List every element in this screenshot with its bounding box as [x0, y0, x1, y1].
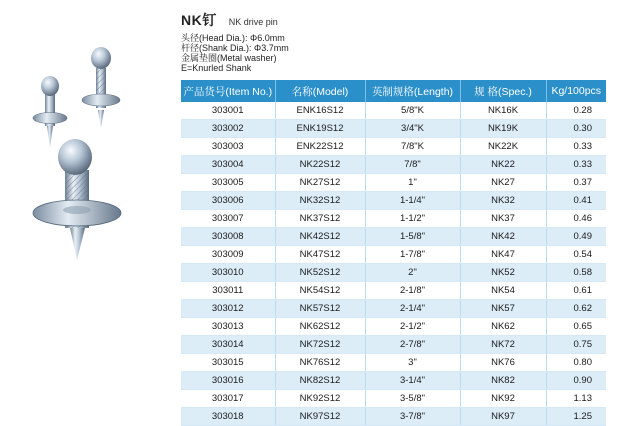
cell-weight: 0.58	[546, 264, 606, 282]
specification-table	[181, 80, 606, 426]
cell-item-no: 303012	[181, 300, 275, 318]
product-header	[181, 10, 289, 73]
cell-length: 1-5/8"	[365, 228, 460, 246]
cell-length: 1-7/8"	[365, 246, 460, 264]
cell-model: ENK16S12	[275, 102, 365, 120]
spec-metal-washer: 金属垫圈(Metal washer)	[181, 53, 277, 63]
product-title: NK钉	[181, 12, 217, 28]
cell-item-no: 303014	[181, 336, 275, 354]
product-photo	[0, 0, 175, 426]
cell-model: NK37S12	[275, 210, 365, 228]
table-row	[181, 264, 606, 282]
cell-length: 1-1/4"	[365, 192, 460, 210]
cell-spec: NK27	[460, 174, 546, 192]
cell-length: 7/8"K	[365, 138, 460, 156]
cell-item-no: 303005	[181, 174, 275, 192]
column-header-weight: Kg/100pcs	[546, 80, 606, 102]
cell-model: NK42S12	[275, 228, 365, 246]
cell-item-no: 303003	[181, 138, 275, 156]
cell-item-no: 303006	[181, 192, 275, 210]
cell-spec: NK62	[460, 318, 546, 336]
cell-model: ENK19S12	[275, 120, 365, 138]
drive-pin-small-left	[33, 76, 67, 148]
cell-spec: NK32	[460, 192, 546, 210]
cell-model: NK76S12	[275, 354, 365, 372]
cell-spec: NK22	[460, 156, 546, 174]
spec-list	[181, 33, 289, 73]
table-row	[181, 210, 606, 228]
cell-spec: NK54	[460, 282, 546, 300]
spec-knurled-shank: E=Knurled Shank	[181, 63, 252, 73]
cell-item-no: 303008	[181, 228, 275, 246]
cell-length: 3"	[365, 354, 460, 372]
cell-length: 3/4"K	[365, 120, 460, 138]
cell-length: 3-5/8"	[365, 390, 460, 408]
cell-weight: 1.13	[546, 390, 606, 408]
cell-item-no: 303015	[181, 354, 275, 372]
cell-spec: NK97	[460, 408, 546, 426]
cell-spec: NK16K	[460, 102, 546, 120]
cell-model: NK57S12	[275, 300, 365, 318]
cell-length: 3-7/8"	[365, 408, 460, 426]
cell-item-no: 303013	[181, 318, 275, 336]
cell-length: 2-1/4"	[365, 300, 460, 318]
cell-model: NK32S12	[275, 192, 365, 210]
table-body	[181, 102, 606, 426]
cell-weight: 0.41	[546, 192, 606, 210]
cell-length: 1-1/2"	[365, 210, 460, 228]
table-row	[181, 228, 606, 246]
cell-weight: 0.75	[546, 336, 606, 354]
table-row	[181, 336, 606, 354]
cell-spec: NK52	[460, 264, 546, 282]
cell-length: 2-1/2"	[365, 318, 460, 336]
column-header-spec: 规 格(Spec.)	[460, 80, 546, 102]
cell-length: 2"	[365, 264, 460, 282]
table-row	[181, 120, 606, 138]
cell-weight: 0.28	[546, 102, 606, 120]
table-row	[181, 246, 606, 264]
cell-length: 7/8"	[365, 156, 460, 174]
cell-weight: 0.30	[546, 120, 606, 138]
drive-pin-large	[33, 139, 121, 260]
cell-item-no: 303004	[181, 156, 275, 174]
cell-model: NK72S12	[275, 336, 365, 354]
cell-weight: 0.37	[546, 174, 606, 192]
table-row	[181, 192, 606, 210]
cell-weight: 0.62	[546, 300, 606, 318]
cell-item-no: 303001	[181, 102, 275, 120]
cell-model: NK97S12	[275, 408, 365, 426]
cell-item-no: 303007	[181, 210, 275, 228]
table-row	[181, 102, 606, 120]
cell-spec: NK42	[460, 228, 546, 246]
cell-model: NK62S12	[275, 318, 365, 336]
cell-weight: 0.80	[546, 354, 606, 372]
cell-model: NK54S12	[275, 282, 365, 300]
cell-weight: 0.49	[546, 228, 606, 246]
cell-spec: NK47	[460, 246, 546, 264]
cell-spec: NK82	[460, 372, 546, 390]
cell-spec: NK37	[460, 210, 546, 228]
cell-weight: 0.90	[546, 372, 606, 390]
cell-spec: NK92	[460, 390, 546, 408]
cell-item-no: 303010	[181, 264, 275, 282]
column-header-item-no: 产品货号(Item No.)	[181, 80, 275, 102]
cell-model: NK82S12	[275, 372, 365, 390]
table-row	[181, 138, 606, 156]
table-row	[181, 354, 606, 372]
product-subtitle: NK drive pin	[228, 17, 278, 27]
cell-length: 2-1/8"	[365, 282, 460, 300]
cell-spec: NK22K	[460, 138, 546, 156]
spec-head-diameter: 头径(Head Dia.): Φ6.0mm	[181, 33, 285, 43]
cell-weight: 0.33	[546, 138, 606, 156]
cell-model: NK22S12	[275, 156, 365, 174]
cell-model: NK92S12	[275, 390, 365, 408]
table-row	[181, 318, 606, 336]
cell-weight: 0.65	[546, 318, 606, 336]
cell-model: ENK22S12	[275, 138, 365, 156]
cell-spec: NK57	[460, 300, 546, 318]
cell-spec: NK19K	[460, 120, 546, 138]
table-row	[181, 408, 606, 426]
table-row	[181, 372, 606, 390]
drive-pin-small-right	[82, 47, 120, 128]
cell-item-no: 303009	[181, 246, 275, 264]
cell-model: NK47S12	[275, 246, 365, 264]
cell-weight: 0.61	[546, 282, 606, 300]
cell-weight: 0.46	[546, 210, 606, 228]
cell-weight: 1.25	[546, 408, 606, 426]
spec-shank-diameter: 杆径(Shank Dia.): Φ3.7mm	[181, 43, 289, 53]
cell-spec: NK72	[460, 336, 546, 354]
table-row	[181, 300, 606, 318]
column-header-model: 名称(Model)	[275, 80, 365, 102]
table-row	[181, 390, 606, 408]
table-row	[181, 156, 606, 174]
cell-length: 3-1/4"	[365, 372, 460, 390]
cell-length: 5/8"K	[365, 102, 460, 120]
cell-item-no: 303018	[181, 408, 275, 426]
cell-length: 2-7/8"	[365, 336, 460, 354]
cell-model: NK27S12	[275, 174, 365, 192]
table-row	[181, 174, 606, 192]
cell-weight: 0.54	[546, 246, 606, 264]
column-header-length: 英制规格(Length)	[365, 80, 460, 102]
cell-item-no: 303002	[181, 120, 275, 138]
table-row	[181, 282, 606, 300]
cell-model: NK52S12	[275, 264, 365, 282]
cell-item-no: 303016	[181, 372, 275, 390]
table-header-row	[181, 80, 606, 102]
cell-length: 1"	[365, 174, 460, 192]
cell-item-no: 303017	[181, 390, 275, 408]
cell-item-no: 303011	[181, 282, 275, 300]
cell-spec: NK76	[460, 354, 546, 372]
cell-weight: 0.33	[546, 156, 606, 174]
